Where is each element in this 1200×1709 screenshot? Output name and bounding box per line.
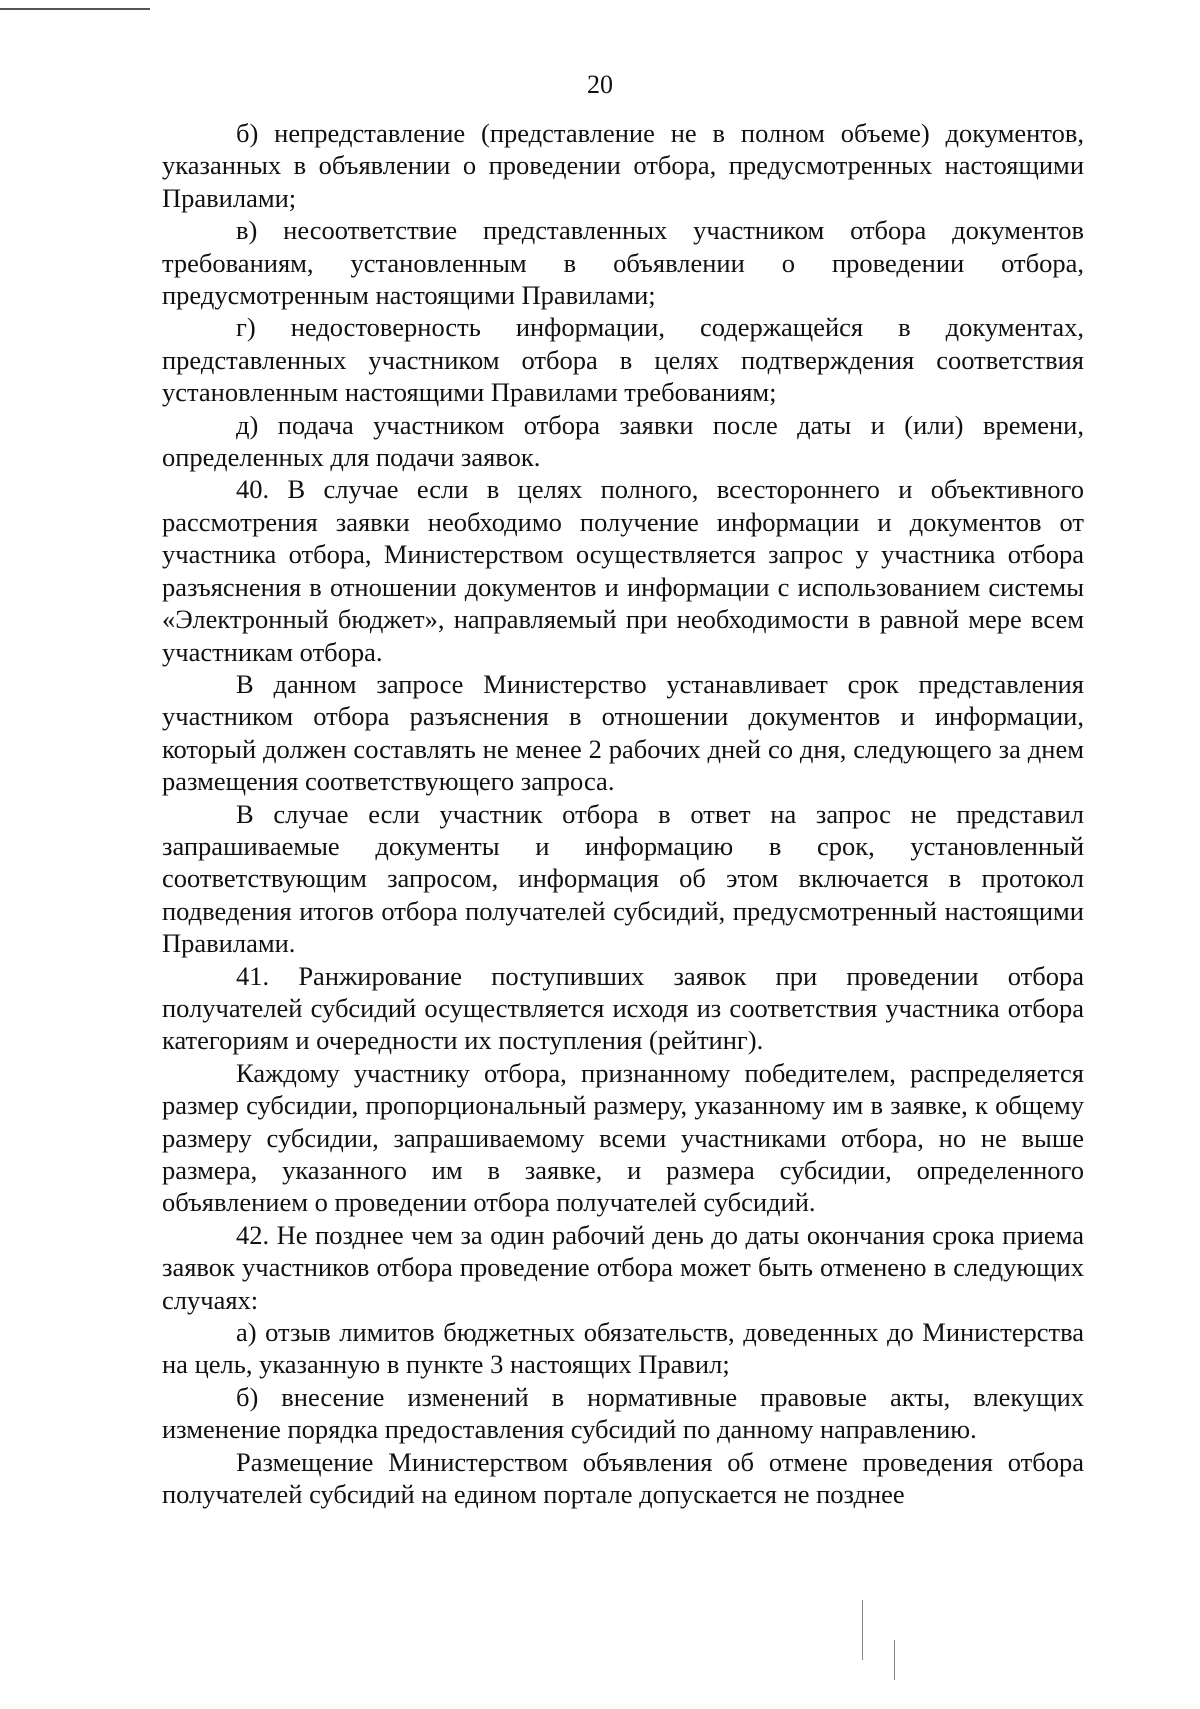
paragraph-no-response: В случае если участник отбора в ответ на запрос не представил запрашиваемые документы и информацию в срок, установленный соответствующим запросом, информация об этом включается в протокол подведения итогов отбора получателей субсидий, предусмотренный настоящими Правилами. bbox=[162, 798, 1084, 959]
paragraph-clause-42: 42. Не позднее чем за один рабочий день до даты окончания срока приема заявок участников отбора проведение отбора может быть отменено в следующих случаях: bbox=[162, 1219, 1084, 1315]
paragraph-cancel-announcement: Размещение Министерством объявления об отмене проведения отбора получателей субсидий на едином портале допускается не позднее bbox=[162, 1446, 1084, 1510]
paragraph-clause-41: 41. Ранжирование поступивших заявок при проведении отбора получателей субсидий осуществляется исходя из соответствия участника отбора категориям и очередности их поступления (рейтинг). bbox=[162, 960, 1084, 1056]
scan-artifact-top-left bbox=[0, 8, 150, 10]
scan-artifact-bottom bbox=[862, 1600, 863, 1660]
paragraph-item-g: г) недостоверность информации, содержащейся в документах, представленных участником отбора в целях подтверждения соответствия установленным настоящими Правилами требованиям; bbox=[162, 312, 1084, 408]
scan-artifact-bottom-right bbox=[894, 1640, 895, 1680]
paragraph-request-deadline: В данном запросе Министерство устанавливает срок представления участником отбора разъяснения в отношении документов и информации, который должен составлять не менее 2 рабочих дней со дня, следующего за днем размещения соответствующего запроса. bbox=[162, 668, 1084, 797]
paragraph-cancel-reason-a: а) отзыв лимитов бюджетных обязательств, доведенных до Министерства на цель, указанную в пункте 3 настоящих Правил; bbox=[162, 1317, 1084, 1380]
document-body bbox=[162, 117, 1084, 1510]
paragraph-cancel-reason-b: б) внесение изменений в нормативные правовые акты, влекущих изменение порядка предоставления субсидий по данному направлению. bbox=[162, 1381, 1084, 1445]
paragraph-item-b: б) непредставление (представление не в полном объеме) документов, указанных в объявлении о проведении отбора, предусмотренных настоящими Правилами; bbox=[162, 118, 1084, 213]
paragraph-clause-40: 40. В случае если в целях полного, всестороннего и объективного рассмотрения заявки необходимо получение информации и документов от участника отбора, Министерством осуществляется запрос у участника отбора разъяснения в отношении документов и информации с использованием системы «Электронный бюджет», направляемый при необходимости в равной мере всем участникам отбора. bbox=[162, 474, 1084, 667]
paragraph-item-d: д) подача участником отбора заявки после даты и (или) времени, определенных для подачи заявок. bbox=[162, 409, 1084, 473]
page-number: 20 bbox=[587, 70, 613, 99]
paragraph-winner-distribution: Каждому участнику отбора, признанному победителем, распределяется размер субсидии, пропорциональный размеру, указанному им в заявке, к общему размеру субсидии, запрашиваемому всеми участниками отбора, но не выше размера, указанного им в заявке, и размера субсидии, определенного объявлением о проведении отбора получателей субсидий. bbox=[162, 1057, 1084, 1218]
paragraph-item-v: в) несоответствие представленных участником отбора документов требованиям, установленным в объявлении о проведении отбора, предусмотренным настоящими Правилами; bbox=[162, 215, 1084, 311]
